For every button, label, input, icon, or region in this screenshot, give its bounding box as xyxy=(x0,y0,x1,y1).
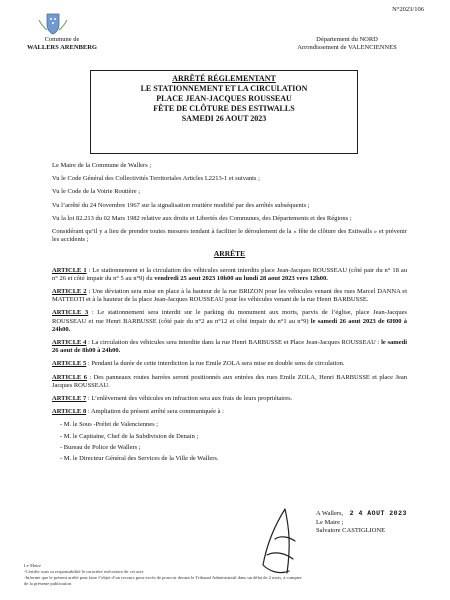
article-4-label: ARTICLE 4 xyxy=(52,339,87,347)
signature-place-date xyxy=(316,510,407,519)
article-8-text: : Ampliation du présent arrêté sera communiquée à : xyxy=(86,408,224,416)
preamble-vu-loi: Vu la loi 82.213 du 02 Mars 1982 relative aux droits et Libertés des Communes, des Départements et des Régions ; xyxy=(52,214,352,222)
article-3-label: ARTICLE 3 xyxy=(52,309,89,317)
article-3 xyxy=(52,309,407,334)
footnote-line: -Informe que le présent arrêté peut faire l’objet d’un recours pour excès de pouvoir devant le Tribunal Administratif dans un délai de 2 mois, à compter xyxy=(24,575,302,580)
article-1-label: ARTICLE 1 xyxy=(52,266,87,274)
title-line-2: LE STATIONNEMENT ET LA CIRCULATION xyxy=(140,84,308,93)
department-name: Département du NORD xyxy=(316,36,378,43)
title-line-5: SAMEDI 26 AOUT 2023 xyxy=(181,114,267,123)
article-1 xyxy=(52,267,407,283)
title-line-3: PLACE JEAN-JACQUES ROUSSEAU xyxy=(156,94,292,103)
arrondissement-name: Arrondissement de VALENCIENNES xyxy=(297,44,397,51)
article-7-text: : L’enlèvement des véhicules en infraction sera aux frais de leurs propriétaires. xyxy=(86,395,293,403)
preamble-vu-voirie: Vu le Code de la Voirie Routière ; xyxy=(52,188,141,196)
signature-block xyxy=(316,510,407,536)
article-5-label: ARTICLE 5 xyxy=(52,360,87,368)
commune-coat-of-arms-logo xyxy=(33,10,73,36)
list-item: - Bureau de Police de Wallers ; xyxy=(60,443,141,451)
footnote-line: Le Maire xyxy=(24,563,41,568)
article-6-text: : Des panneaux routes barrées seront positionnés aux entrées des rues Emile ZOLA, Henri BARBUSSE et place Jean Jacques ROUSSEAU. xyxy=(52,373,408,389)
preamble-maire: Le Maire de la Commune de Wallers ; xyxy=(52,162,152,169)
title-line-4: FÊTE DE CLÔTURE DES ESTIWALLS xyxy=(153,104,295,113)
title-box xyxy=(90,70,358,154)
article-4-text: : La circulation des véhicules sera interdite dans la rue Henri BARBUSSE et Place Jean-Jacques ROUSSEAU : xyxy=(86,339,382,347)
recipient-list xyxy=(52,421,407,463)
preamble-considerant: Considérant qu’il y a lieu de prendre toutes mesures tendant à faciliter le déroulement de la « fête de clôture des Estiwalls » et prévenir les accidents ; xyxy=(52,228,407,244)
commune-block xyxy=(22,36,102,52)
article-8-label: ARTICLE 8 xyxy=(52,408,87,416)
article-2 xyxy=(52,288,407,304)
commune-name: WALLERS ARENBERG xyxy=(27,44,97,51)
list-item: - M. le Sous -Préfet de Valenciennes ; xyxy=(60,421,159,429)
article-2-label: ARTICLE 2 xyxy=(52,288,87,296)
article-5 xyxy=(52,360,407,368)
article-6-label: ARTICLE 6 xyxy=(52,373,88,381)
signature-name: Salvatore CASTIGLIONE xyxy=(316,527,386,534)
title-line-1: ARRÊTÉ RÉGLEMENTANT xyxy=(172,74,276,83)
list-item: - M. le Directeur Général des Services de la Ville de Wallers. xyxy=(60,455,219,463)
signature-role: Le Maire ; xyxy=(316,518,344,526)
article-3-dates: le samedi 26 aout 2023 de 6H00 à 24h00. xyxy=(52,317,408,333)
list-item: - M. le Capitaine, Chef de la Subdivision de Denain ; xyxy=(60,432,199,440)
arrete-heading: ARRÊTE xyxy=(213,249,246,259)
commune-label: Commune de xyxy=(44,36,80,43)
article-6 xyxy=(52,374,407,390)
article-4-dates: le samedi 26 aout de 8h00 à 24h00. xyxy=(52,339,407,355)
footnote-line: -Certifie sous sa responsabilité le caractère exécutoire de cet acte xyxy=(24,569,144,574)
reference-number: N°2023/106 xyxy=(392,6,424,13)
article-2-text: : Une déviation sera mise en place à la hauteur de la rue BRIZON pour les véhicules venant des rues Marcel DANNA et MATTEOTI et à la hauteur de la place Jean-Jacques ROUSSEAU pour les véhicules venant de la rue Henri BARBUSSE. xyxy=(52,288,407,304)
date-stamp: 2 4 AOUT 2023 xyxy=(349,510,407,517)
department-block xyxy=(272,36,422,52)
signature-place: A Wallers, xyxy=(316,510,344,517)
preamble-vu-cgct: Vu le Code Général des Collectivités Territoriales Articles L2213-1 et suivants ; xyxy=(52,175,260,183)
article-3-text: : Le stationnement sera interdit sur le parking du monument aux morts, parvis de l’église, place Jean-Jacques ROUSSEAU et rue Henri BARBUSSE (côté pair du n°2 au n°12 et côté impair du n°1 au n°9) xyxy=(52,309,407,325)
article-4 xyxy=(52,339,407,355)
article-5-text: : Pendant la durée de cette interdiction la rue Emile ZOLA sera mise en double sens de circulation. xyxy=(86,360,345,368)
article-8 xyxy=(52,408,407,416)
preamble-vu-signalisation: Vu l’arrêté du 24 Novembre 1967 sur la signalisation routière modifié par des arrêtés subséquents ; xyxy=(52,201,310,209)
article-1-text: : Le stationnement et la circulation des véhicules seront interdits place Jean-Jacques ROUSSEAU (côté pair du n° 18 au n° 26 et côté impair du n° 5 au n°9) du xyxy=(52,266,407,282)
article-1-dates: vendredi 25 aout 2023 10h00 au lundi 28 aout 2023 vers 12h00. xyxy=(154,274,328,282)
document-body xyxy=(52,162,407,468)
article-7-label: ARTICLE 7 xyxy=(52,395,87,403)
article-7 xyxy=(52,395,407,403)
footnotes xyxy=(24,563,429,587)
footnote-line: de la présente publication xyxy=(24,581,72,586)
